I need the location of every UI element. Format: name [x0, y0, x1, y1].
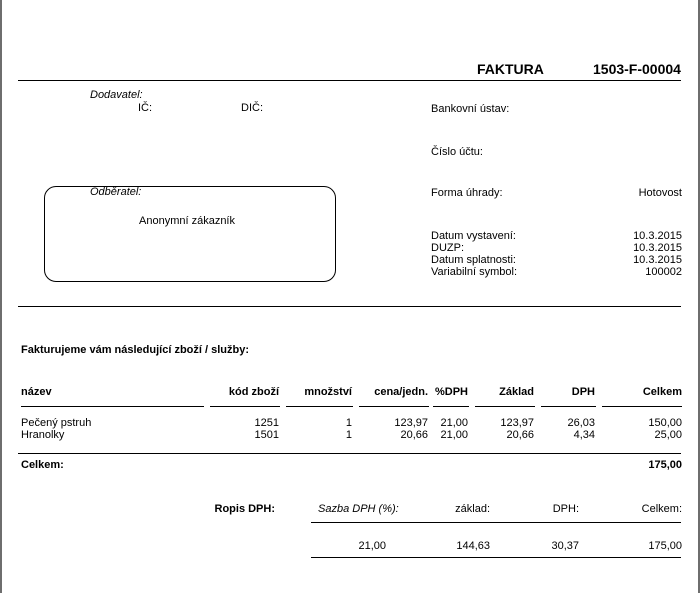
col-underline-vat [541, 406, 596, 407]
vat-summary-label: Ropis DPH: [214, 503, 275, 515]
col-underline-base [475, 406, 535, 407]
vat-col-header-base: základ: [455, 503, 490, 515]
vat-summary-divider-bottom [311, 557, 681, 558]
vat-base-value: 144,63 [456, 540, 490, 552]
row-1-quantity: 1 [345, 417, 352, 429]
supplier-dic-label: DIČ: [241, 102, 263, 114]
vat-amount-value: 30,37 [551, 540, 579, 552]
col-header-unit-price: cena/jedn. [374, 386, 428, 398]
issue-date-label: Datum vystavení: [431, 230, 516, 242]
row-1-code: 1251 [254, 417, 279, 429]
col-header-total: Celkem [642, 386, 682, 398]
row-1-name: Pečený pstruh [21, 417, 92, 429]
row-1-base: 123,97 [500, 417, 534, 429]
col-header-quantity: množství [304, 386, 352, 398]
variable-symbol-label: Variabilní symbol: [431, 266, 517, 278]
customer-label: Odběratel: [90, 186, 142, 198]
vat-col-header-rate: Sazba DPH (%): [318, 503, 399, 515]
row-2-unit-price: 20,66 [400, 429, 428, 441]
col-header-base: Základ [499, 386, 534, 398]
due-date-label: Datum splatnosti: [431, 254, 516, 266]
row-2-base: 20,66 [506, 429, 534, 441]
row-1-vat: 26,03 [567, 417, 595, 429]
row-1-unit-price: 123,97 [394, 417, 428, 429]
supplier-label: Dodavatel: [90, 89, 143, 101]
row-2-quantity: 1 [345, 429, 352, 441]
vat-total-value: 175,00 [648, 540, 682, 552]
customer-name: Anonymní zákazník [139, 215, 235, 227]
invoice-number: 1503-F-00004 [593, 61, 681, 77]
customer-box [44, 186, 336, 282]
account-label: Číslo účtu: [431, 146, 483, 158]
issue-date-value: 10.3.2015 [633, 230, 682, 242]
due-date-value: 10.3.2015 [633, 254, 682, 266]
items-total-divider [18, 453, 681, 454]
duzp-value: 10.3.2015 [633, 242, 682, 254]
vat-rate-value: 21,00 [358, 540, 386, 552]
items-total-value: 175,00 [648, 459, 682, 471]
items-intro: Fakturujeme vám následující zboží / služby: [21, 344, 250, 356]
row-2-vat: 4,34 [573, 429, 595, 441]
page-left-edge [0, 0, 2, 593]
col-underline-unit-price [359, 406, 429, 407]
col-underline-name [21, 406, 204, 407]
row-1-vat-rate: 21,00 [440, 417, 468, 429]
col-underline-quantity [286, 406, 353, 407]
col-header-vat-rate: %DPH [434, 386, 468, 398]
row-2-vat-rate: 21,00 [440, 429, 468, 441]
col-header-vat: DPH [571, 386, 595, 398]
duzp-label: DUZP: [431, 242, 464, 254]
vat-col-header-vat: DPH: [552, 503, 579, 515]
vat-col-header-total: Celkem: [641, 503, 682, 515]
variable-symbol-value: 100002 [645, 266, 682, 278]
vat-summary-divider-top [311, 522, 681, 523]
payment-label: Forma úhrady: [431, 187, 503, 199]
invoice-title: FAKTURA [477, 61, 544, 77]
payment-value: Hotovost [638, 187, 682, 199]
row-1-total: 150,00 [648, 417, 682, 429]
info-divider [18, 306, 681, 307]
items-total-label: Celkem: [21, 459, 64, 471]
col-underline-vat-rate [433, 406, 469, 407]
row-2-code: 1501 [254, 429, 279, 441]
row-2-total: 25,00 [654, 429, 682, 441]
supplier-ic-label: IČ: [138, 102, 153, 114]
col-header-code: kód zboží [228, 386, 279, 398]
col-header-name: název [21, 386, 52, 398]
row-2-name: Hranolky [21, 429, 65, 441]
bank-label: Bankovní ústav: [431, 103, 510, 115]
header-divider [18, 80, 681, 81]
col-underline-total [602, 406, 682, 407]
col-underline-code [210, 406, 280, 407]
